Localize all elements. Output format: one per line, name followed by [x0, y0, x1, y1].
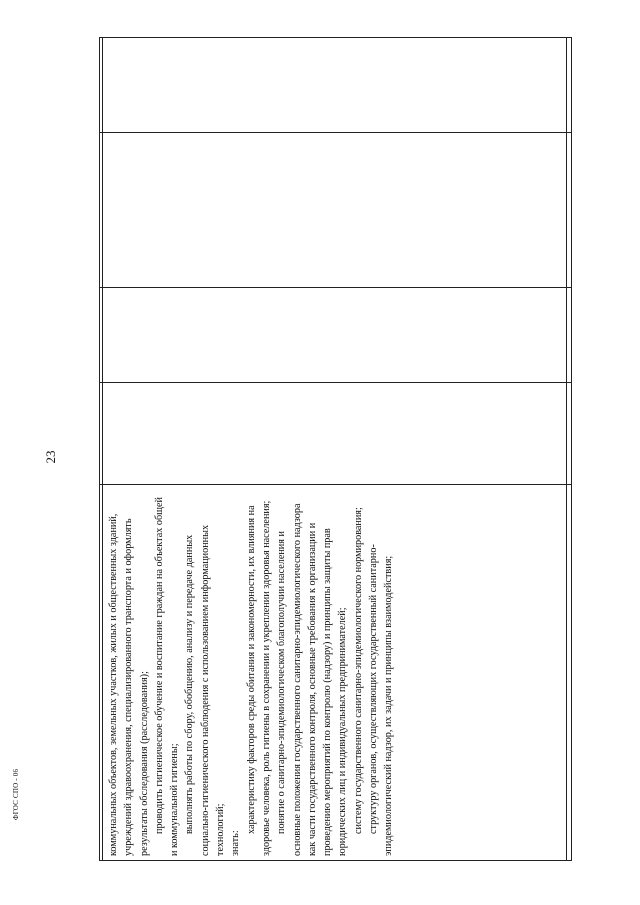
cell-line-0: коммунальных объектов, земельных участков, жилых и общественных зданий, учреждений здравоохранения, специализированного транспорта и оформлять результаты обследования (расследования); [108, 513, 150, 856]
cell-line-2: выполнять работы по сбору, обобщению, анализу и передаче данных социально-гигиенического наблюдения с использованием информационных технологий; [184, 524, 227, 856]
cell-line-6: систему государственного санитарно-эпидемиологического нормирования; [352, 507, 364, 834]
row-divider-3 [99, 382, 572, 383]
cell-line-3: знать: [230, 830, 242, 856]
cell-content [104, 486, 568, 860]
row-divider-1 [99, 132, 572, 133]
column-divider-1 [102, 37, 103, 861]
row-divider-2 [99, 287, 572, 288]
page-number: 23 [43, 450, 58, 464]
cell-line-1: проводить гигиеническое обучение и воспитание граждан на объектах общей и коммунальной гигиены; [153, 497, 181, 856]
footer: ФГОС СПО - 06 [12, 768, 20, 820]
row-divider-4 [99, 484, 572, 485]
cell-line-5: понятие о санитарно-эпидемиологическом благополучии населения и основные положения государственного санитарно-эпидемиологического надзора как части государственного контроля, основные требования к организации и проведению мероприятий по контролю (надзору) и принципы защиты прав юридических лиц и индивидуальных предпринимателей; [276, 503, 349, 856]
cell-line-4: характеристику факторов среды обитания и закономерности, их влияния на здоровье человека, роль гигиены в сохранении и укреплении здоровья населения; [245, 500, 272, 856]
cell-line-7: структуру органов, осуществляющих государственный санитарно-эпидемиологический надзор, их задачи и принципы взаимодействия; [368, 544, 395, 856]
